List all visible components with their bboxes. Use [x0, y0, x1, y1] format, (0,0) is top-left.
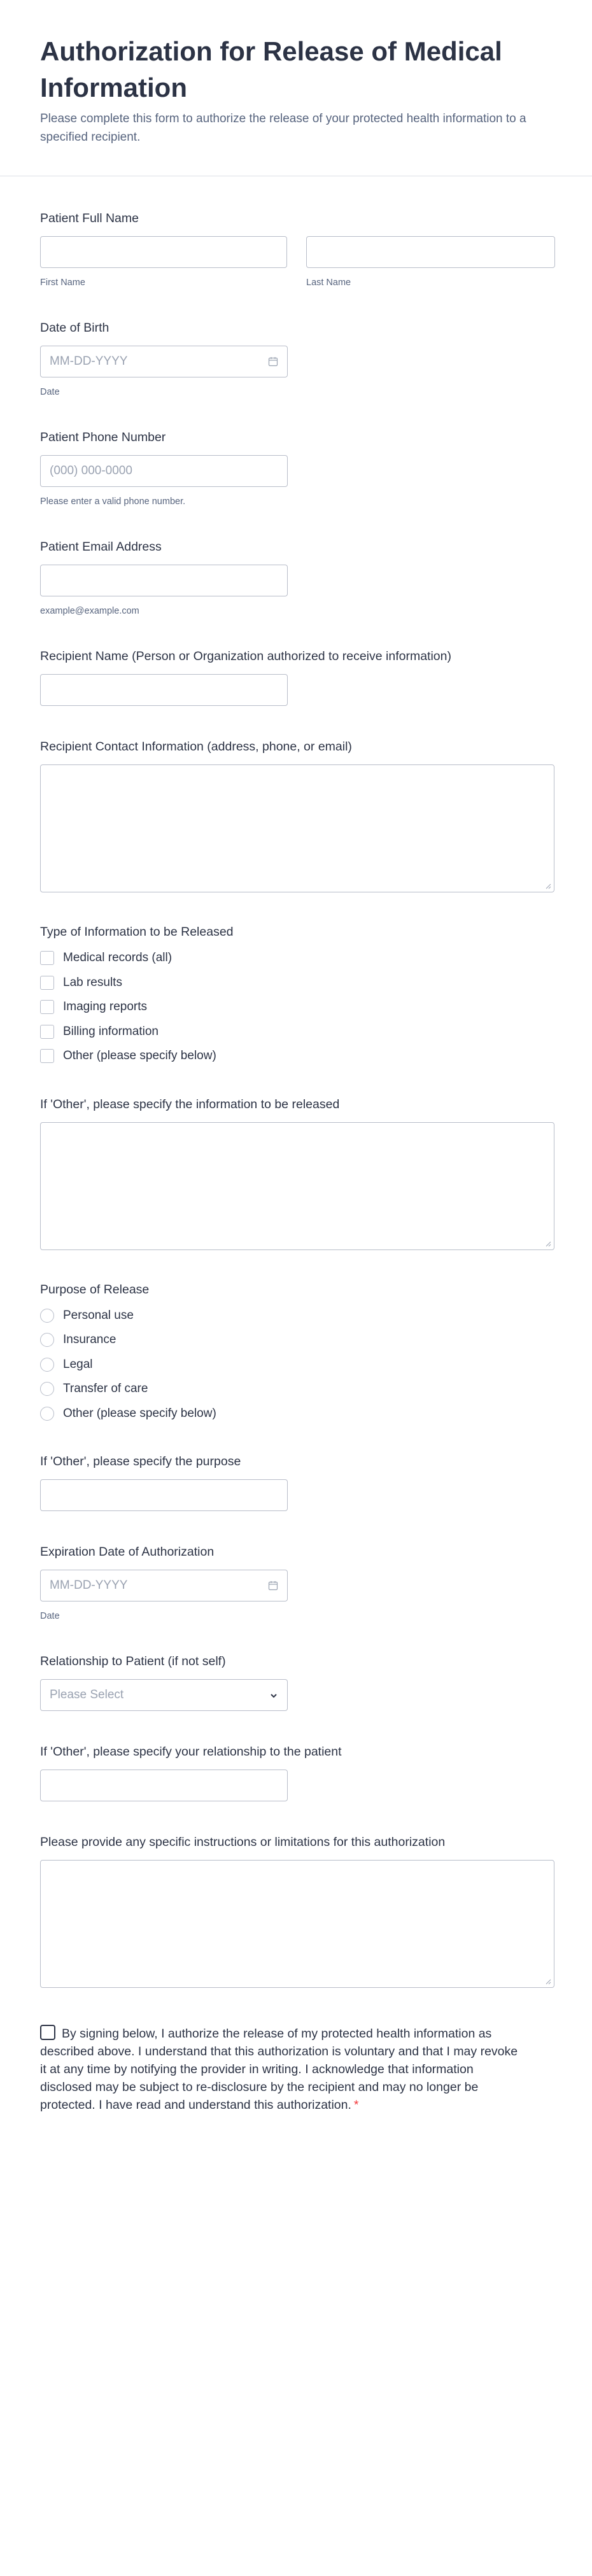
instructions-field	[40, 1833, 552, 1988]
info-option[interactable]	[40, 995, 552, 1020]
recipient-contact-textarea[interactable]	[40, 764, 554, 892]
relationship-field	[40, 1652, 552, 1711]
purpose-option[interactable]	[40, 1328, 552, 1353]
relationship-select[interactable]	[40, 1679, 288, 1711]
option-label: Medical records (all)	[63, 951, 173, 965]
phone-sublabel: Please enter a valid phone number.	[40, 496, 186, 507]
form-subtitle: Please complete this form to authorize the release of your protected health information to a specified recipient.	[40, 112, 526, 144]
email-input[interactable]	[40, 565, 288, 596]
option-label: Personal use	[63, 1308, 134, 1322]
recipient-name-field	[40, 647, 552, 706]
radio-button[interactable]	[40, 1358, 54, 1372]
purpose-option[interactable]	[40, 1304, 552, 1328]
chevron-down-icon	[269, 1691, 278, 1700]
option-label: Billing information	[63, 1024, 159, 1038]
dob-input[interactable]	[40, 346, 288, 377]
phone-placeholder: (000) 000-0000	[50, 464, 132, 477]
dob-field	[40, 319, 552, 398]
resize-grip-icon[interactable]	[546, 1241, 551, 1247]
email-label: Patient Email Address	[40, 540, 162, 554]
relationship-selected: Please Select	[50, 1688, 124, 1701]
form-title: Authorization for Release of Medical Information	[40, 36, 502, 102]
checkbox[interactable]	[40, 951, 54, 965]
option-label: Imaging reports	[63, 1000, 148, 1014]
recipient-contact-label: Recipient Contact Information (address, phone, or email)	[40, 740, 352, 754]
instructions-label: Please provide any specific instructions or limitations for this authorization	[40, 1835, 446, 1849]
info-type-label: Type of Information to be Released	[40, 925, 234, 939]
checkbox[interactable]	[40, 976, 54, 990]
option-label: Other (please specify below)	[63, 1049, 216, 1063]
radio-button[interactable]	[40, 1407, 54, 1421]
calendar-icon[interactable]	[268, 356, 278, 367]
dob-placeholder: MM-DD-YYYY	[50, 355, 128, 368]
consent-text: By signing below, I authorize the release of my protected health information as described above. I understand that this authorization is voluntary and that I may revoke it at any time by notifying the provider in writing. I acknowledge that information disclosed may be subject to re-disclosure by the recipient and may no longer be protected. I have read and understand this authorization.	[40, 2027, 518, 2112]
patient-name-label: Patient Full Name	[40, 211, 139, 225]
consent-checkbox[interactable]	[40, 2025, 55, 2040]
info-option[interactable]	[40, 946, 552, 971]
option-label: Insurance	[63, 1333, 116, 1347]
phone-field	[40, 428, 552, 507]
resize-grip-icon[interactable]	[546, 883, 551, 889]
calendar-icon[interactable]	[268, 1580, 278, 1591]
recipient-name-input[interactable]	[40, 674, 288, 706]
purpose-option[interactable]	[40, 1402, 552, 1426]
info-option[interactable]	[40, 1044, 552, 1069]
info-option[interactable]	[40, 1020, 552, 1045]
recipient-contact-field	[40, 738, 552, 892]
first-name-input[interactable]	[40, 236, 287, 268]
purpose-option[interactable]	[40, 1353, 552, 1377]
patient-name-field	[40, 209, 552, 288]
relationship-other-input[interactable]	[40, 1770, 288, 1801]
required-asterisk: *	[353, 2098, 359, 2112]
instructions-textarea[interactable]	[40, 1860, 554, 1988]
consent-statement	[40, 2025, 524, 2114]
form-header	[0, 0, 592, 176]
phone-label: Patient Phone Number	[40, 430, 166, 444]
purpose-label: Purpose of Release	[40, 1282, 150, 1297]
expiration-field	[40, 1543, 552, 1622]
email-sublabel: example@example.com	[40, 606, 139, 616]
option-label: Lab results	[63, 975, 122, 989]
email-field	[40, 538, 552, 617]
purpose-other-input[interactable]	[40, 1479, 288, 1511]
checkbox[interactable]	[40, 1025, 54, 1039]
consent-field	[40, 2025, 552, 2114]
checkbox[interactable]	[40, 1000, 54, 1014]
expiration-input[interactable]	[40, 1570, 288, 1601]
info-other-label: If 'Other', please specify the information to be released	[40, 1097, 340, 1111]
first-name-sublabel: First Name	[40, 278, 85, 288]
info-other-field	[40, 1095, 552, 1250]
dob-label: Date of Birth	[40, 321, 109, 335]
info-other-textarea[interactable]	[40, 1122, 554, 1250]
radio-button[interactable]	[40, 1309, 54, 1323]
last-name-input[interactable]	[306, 236, 555, 268]
checkbox[interactable]	[40, 1049, 54, 1063]
expiration-sublabel: Date	[40, 1611, 60, 1621]
purpose-other-label: If 'Other', please specify the purpose	[40, 1454, 241, 1468]
dob-sublabel: Date	[40, 387, 60, 397]
phone-input[interactable]	[40, 455, 288, 487]
relationship-other-label: If 'Other', please specify your relationship to the patient	[40, 1745, 342, 1759]
radio-button[interactable]	[40, 1382, 54, 1396]
last-name-sublabel: Last Name	[306, 278, 351, 288]
info-type-field	[40, 923, 552, 1069]
info-option[interactable]	[40, 971, 552, 996]
radio-button[interactable]	[40, 1333, 54, 1347]
recipient-name-label: Recipient Name (Person or Organization authorized to receive information)	[40, 649, 451, 663]
option-label: Legal	[63, 1357, 93, 1371]
purpose-field	[40, 1281, 552, 1426]
form-body	[0, 176, 592, 2114]
resize-grip-icon[interactable]	[546, 1979, 551, 1985]
expiration-placeholder: MM-DD-YYYY	[50, 1579, 128, 1592]
option-label: Transfer of care	[63, 1382, 148, 1396]
relationship-label: Relationship to Patient (if not self)	[40, 1654, 226, 1668]
option-label: Other (please specify below)	[63, 1406, 216, 1420]
purpose-option[interactable]	[40, 1377, 552, 1402]
relationship-other-field	[40, 1743, 552, 1801]
expiration-label: Expiration Date of Authorization	[40, 1545, 215, 1559]
purpose-other-field	[40, 1453, 552, 1511]
